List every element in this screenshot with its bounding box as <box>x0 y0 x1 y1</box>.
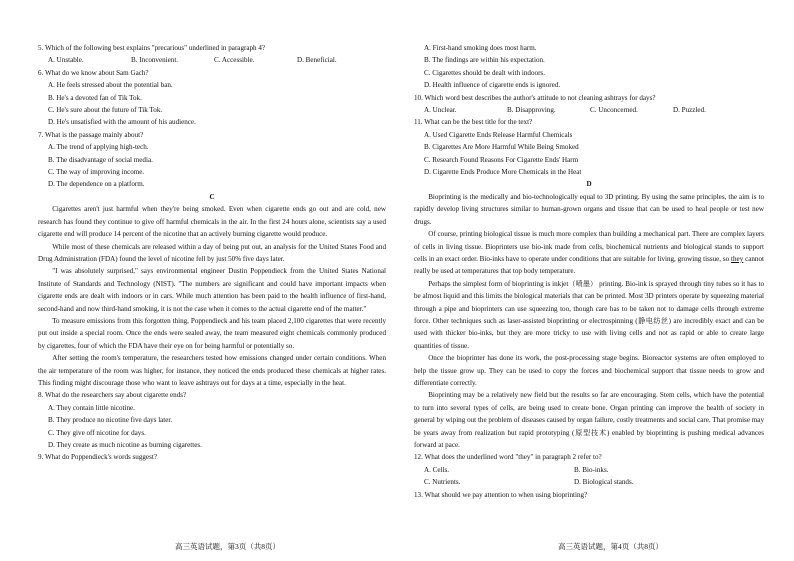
passage-d-paragraph <box>414 228 764 278</box>
option: D. He's unsatisfied with the amount of his audience. <box>48 118 196 127</box>
question-12-options-row <box>424 476 764 488</box>
passage-c-paragraph: Cigarettes aren't just harmful when they're being smoked. Even when cigarette ends go out and are cold, new research has found they continue to give off harmful chemicals in the air. In the first 24 hours alone, scientists say a used cigarette end will produce 14 percent of the nicotine that an actively burning cigarette would produce. <box>38 205 386 239</box>
passage-c-paragraph: After setting the room's temperature, the researchers tested how emissions changed under certain conditions. When the air temperature of the room was higher, for instance, they noticed the ends produced these chemicals at higher rates. This finding might discourage those who want to leave ashtrays out for days at a time, especially in the heat. <box>38 354 386 387</box>
option: A. He feels stressed about the potential ban. <box>48 81 173 90</box>
option: D. Puzzled. <box>673 106 706 115</box>
question-10: 10. Which word best describes the author's attitude to not cleaning ashtrays for days? <box>414 93 656 102</box>
option: B. Inconvenient. <box>131 56 179 65</box>
question-9: 9. What do Poppendieck's words suggest? <box>38 453 157 462</box>
option: B. Cigarettes Are More Harmful While Being Smoked <box>424 143 579 152</box>
page-footer-left: 高三英语试题，第3页（共8页） <box>175 542 280 551</box>
passage-d-paragraph: Once the bioprinter has done its work, the post-processing stage begins. Bioreactor systems are often employed to help the tissue grow up. They can be used to copy the forces and biochemical support that tissue needs to grow and differentiate correctly. <box>414 354 764 387</box>
option: A. Unstable. <box>48 56 84 65</box>
option: C. Accessible. <box>214 56 255 65</box>
section-heading-c: C <box>209 192 215 201</box>
option: A. The trend of applying high-tech. <box>48 143 149 152</box>
question-12-options-row <box>424 464 764 476</box>
option: A. First-hand smoking does most harm. <box>424 44 537 52</box>
option: A. They contain little nicotine. <box>48 403 135 412</box>
option: B. The disadvantage of social media. <box>48 155 153 164</box>
question-6: 6. What do we know about Sam Gach? <box>38 68 149 77</box>
option: C. He's sure about the future of Tik Tok. <box>48 106 163 115</box>
option: D. Beneficial. <box>297 56 337 65</box>
underlined-word: they <box>731 254 744 263</box>
section-heading-d: D <box>586 180 592 189</box>
option: C. Unconcerned. <box>590 106 638 115</box>
question-5-options <box>48 54 386 66</box>
right-column <box>414 42 764 501</box>
option: D. The dependence on a platform. <box>48 180 145 189</box>
passage-d-paragraph: Bioprinting is the medically and bio-technologically equal to 3D printing. By using the same principles, the aim is to rapidly develop living structures similar to human-grown organs and tissue that can be used to heal people or test new drugs. <box>414 192 764 226</box>
passage-c-paragraph: While most of these chemicals are released within a day of being put out, an analysis for the United States Food and Drug Administration (FDA) found the level of nicotine fell by just 50% five days later. <box>38 242 386 263</box>
question-5: 5. Which of the following best explains "precarious" underlined in paragraph 4? <box>38 44 266 52</box>
option: C. The way of improving income. <box>48 168 145 177</box>
question-10-options <box>424 104 764 116</box>
question-12: 12. What does the underlined word "they" in paragraph 2 refer to? <box>414 453 602 462</box>
left-column <box>38 42 386 464</box>
paragraph-text: Of course, printing biological tissue is much more complex than building a mechanical part. There are complex layers of cells in living tissue. Bioprinters use bio-ink made from cells, biochemical nutrients and biological stands to support cells in an exact order. Bio-inks have to operate under conditions that are suitable for living, growing tissue, so <box>414 230 764 263</box>
question-8: 8. What do the researchers say about cigarette ends? <box>38 391 187 400</box>
passage-c-paragraph: To measure emissions from this forgotten thing, Poppendieck and his team placed 2,100 cigarettes that were recently put out inside a special room. Once the ends were sealed away, the team measured eight chemicals commonly produced by cigarettes, four of which the FDA have their eye on for being harmful or potentially so. <box>38 316 386 350</box>
option: D. Biological stands. <box>574 478 634 487</box>
page-footer-right: 高三英语试题，第4页（共8页） <box>558 542 663 551</box>
option: A. Used Cigarette Ends Release Harmful Chemicals <box>424 130 573 139</box>
option: B. The findings are within his expectation. <box>424 56 545 65</box>
option: B. Bio-inks. <box>574 465 609 474</box>
option: B. He's a devoted fan of Tik Tok. <box>48 93 142 102</box>
option: A. Unclear. <box>424 106 457 115</box>
option: A. Cells. <box>424 465 450 474</box>
passage-d-paragraph: Perhaps the simplest form of bioprinting is inkjet（喷墨） printing. Bio-ink is sprayed through tiny tubes so it has to be almost liquid and this limits the biological materials that can be printed. Most 3D printers operate by squeezing material through a pipe and bioprinters can use squeezing too, though care has to be taken not to damage cells through extreme force. Other techniques such as laser-assisted bioprinting or electrospinning (静电纺丝) are incredibly exact and can be used with thicker bio-inks, but they are more tricky to use with living cells and not as rapid or able to create large quantities of tissue. <box>414 279 764 350</box>
question-7: 7. What is the passage mainly about? <box>38 130 144 139</box>
option: B. They produce no nicotine five days later. <box>48 416 173 425</box>
passage-c-paragraph: "I was absolutely surprised," says environmental engineer Dustin Poppendieck from the United States National Institute of Standards and Technology (NIST). "The numbers are significant and could have important impacts when cigarette ends are dealt with indoors or in cars. While much attention has been paid to the health influence of first-hand, second-hand and now third-hand smoking, it is not the case when it comes to the actual cigarette end of the matter." <box>38 267 386 313</box>
option: C. Nutrients. <box>424 478 461 487</box>
option: D. Health influence of cigarette ends is ignored. <box>424 81 561 90</box>
option: D. Cigarette Ends Produce More Chemicals in the Heat <box>424 168 582 177</box>
option: B. Disapproving. <box>507 106 556 115</box>
question-11: 11. What can be the best title for the text? <box>414 118 533 127</box>
option: C. They give off nicotine for days. <box>48 428 146 437</box>
option: C. Cigarettes should be dealt with indoors. <box>424 68 545 77</box>
paragraph-text: cannot really be used at temperatures that top body temperature. <box>414 254 764 276</box>
option: C. Research Found Reasons For Cigarette Ends' Harm <box>424 155 579 164</box>
question-13: 13. What should we pay attention to when using bioprinting? <box>414 490 588 499</box>
option: D. They create as much nicotine as burning cigarettes. <box>48 441 202 449</box>
passage-d-paragraph: Bioprinting may be a relatively new field but the results so far are encouraging. Stem cells, which have the potential to turn into several types of cells, are being used to create bone. Organ printing can improve the health of society in general by wiping out the problem of diseases caused by organ failure, costly treatments and social care. That promise may be years away from realization but rapid prototyping (原型技术) enabled by bioprinting is pushing medical advances forward at pace. <box>414 391 764 449</box>
